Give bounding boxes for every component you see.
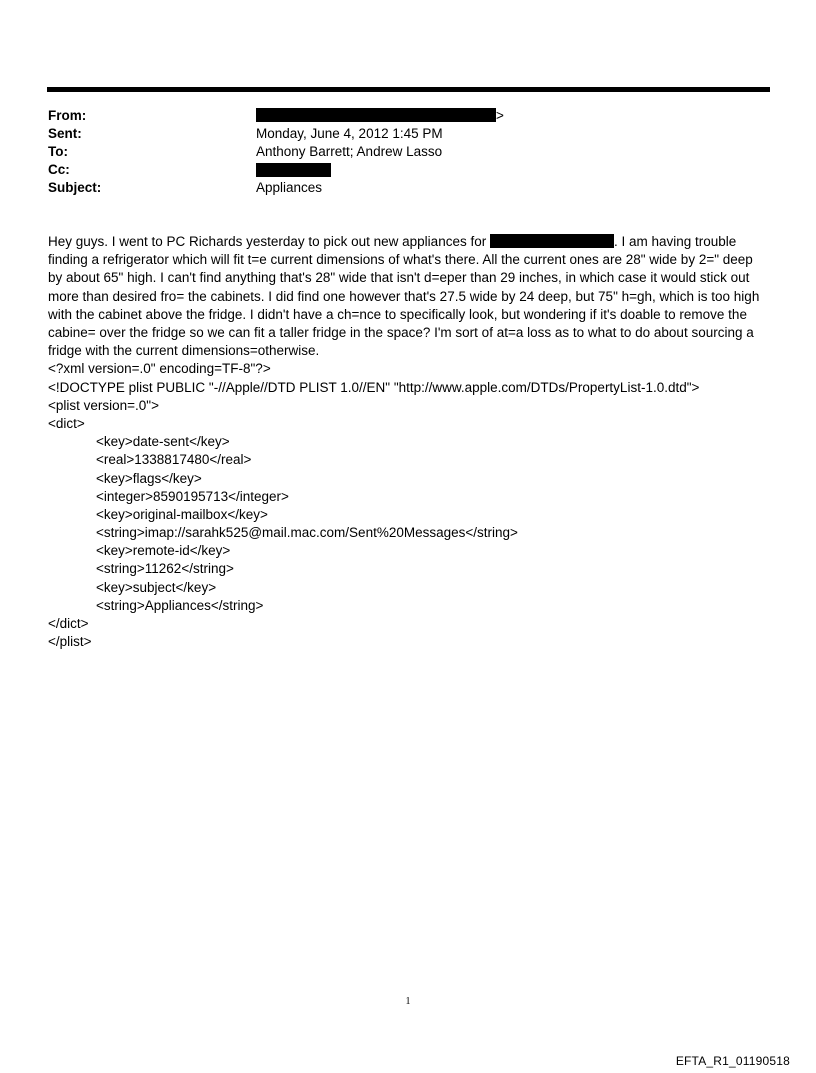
plist-open-tag: <plist version=.0"> xyxy=(48,397,159,413)
plist-entry: <string>imap://sarahk525@mail.mac.com/Sent%20Messages</string> xyxy=(96,525,518,541)
cc-row xyxy=(48,161,768,179)
subject-label: Subject: xyxy=(48,180,102,195)
plist-entry: <string>Appliances</string> xyxy=(96,597,264,613)
sent-value: Monday, June 4, 2012 1:45 PM xyxy=(256,126,443,141)
document-id: EFTA_R1_01190518 xyxy=(675,1054,790,1068)
to-value: Anthony Barrett; Andrew Lasso xyxy=(256,144,443,159)
body-line: fridge with the current dimensions=otherwise. xyxy=(48,343,320,359)
subject-value: Appliances xyxy=(256,180,323,195)
dict-close-tag: </dict> xyxy=(48,616,89,632)
body-line1-start: Hey guys. I went to PC Richards yesterday to pick out new appliances for xyxy=(48,234,490,249)
cc-label: Cc: xyxy=(48,162,70,177)
to-label: To: xyxy=(48,144,68,159)
page-number: 1 xyxy=(405,996,411,1007)
body-line: with the cabinet above the fridge. I didn't have a ch=nce to specifically look, but wondering if it's doable to remove the xyxy=(48,306,747,322)
email-header xyxy=(48,107,768,197)
from-row xyxy=(48,107,768,125)
cc-redaction xyxy=(256,163,331,177)
body-line1-end: . I am having trouble xyxy=(613,234,737,249)
dict-open-tag: <dict> xyxy=(48,415,85,431)
body-line: finding a refrigerator which will fit t=e current dimensions of what's there. All the current ones are 28" wide by 2=" deep xyxy=(48,252,753,268)
from-value xyxy=(256,107,504,125)
body-line: by about 65" high. I can't find anything that's 28" wide that isn't d=eper than 29 inches, in which case it would stick out xyxy=(48,270,750,286)
plist-entry: <key>flags</key> xyxy=(96,470,202,486)
plist-entry: <key>date-sent</key> xyxy=(96,434,230,450)
plist-entry: <real>1338817480</real> xyxy=(96,452,252,468)
plist-block xyxy=(48,360,770,651)
doctype-line: <!DOCTYPE plist PUBLIC "-//Apple//DTD PLIST 1.0//EN" "http://www.apple.com/DTDs/PropertyList-1.0.dtd"> xyxy=(48,379,700,395)
plist-entry: <integer>8590195713</integer> xyxy=(96,488,289,504)
from-label: From: xyxy=(48,108,87,123)
sent-row xyxy=(48,125,768,143)
sent-label: Sent: xyxy=(48,126,82,141)
header-divider xyxy=(47,87,770,92)
cc-value xyxy=(256,161,331,179)
body-redaction xyxy=(490,234,614,248)
plist-entry: <key>remote-id</key> xyxy=(96,543,231,559)
body-line xyxy=(48,233,770,251)
body-line: more than desired fro= the cabinets. I did find one however that's 27.5 wide by 24 deep, but 75" h=gh, which is too high xyxy=(48,288,760,304)
subject-row xyxy=(48,179,768,197)
plist-entry: <key>subject</key> xyxy=(96,579,217,595)
to-row xyxy=(48,143,768,161)
from-value-tail: > xyxy=(496,108,504,123)
email-body xyxy=(48,233,770,651)
plist-close-tag: </plist> xyxy=(48,634,92,650)
from-redaction xyxy=(256,108,496,122)
plist-entry: <string>11262</string> xyxy=(96,561,234,577)
xml-declaration: <?xml version=.0" encoding=TF-8"?> xyxy=(48,361,271,377)
plist-entry: <key>original-mailbox</key> xyxy=(96,506,268,522)
body-line: cabine= over the fridge so we can fit a taller fridge in the space? I'm sort of at=a loss as to what to do about sourcing a xyxy=(48,325,754,341)
